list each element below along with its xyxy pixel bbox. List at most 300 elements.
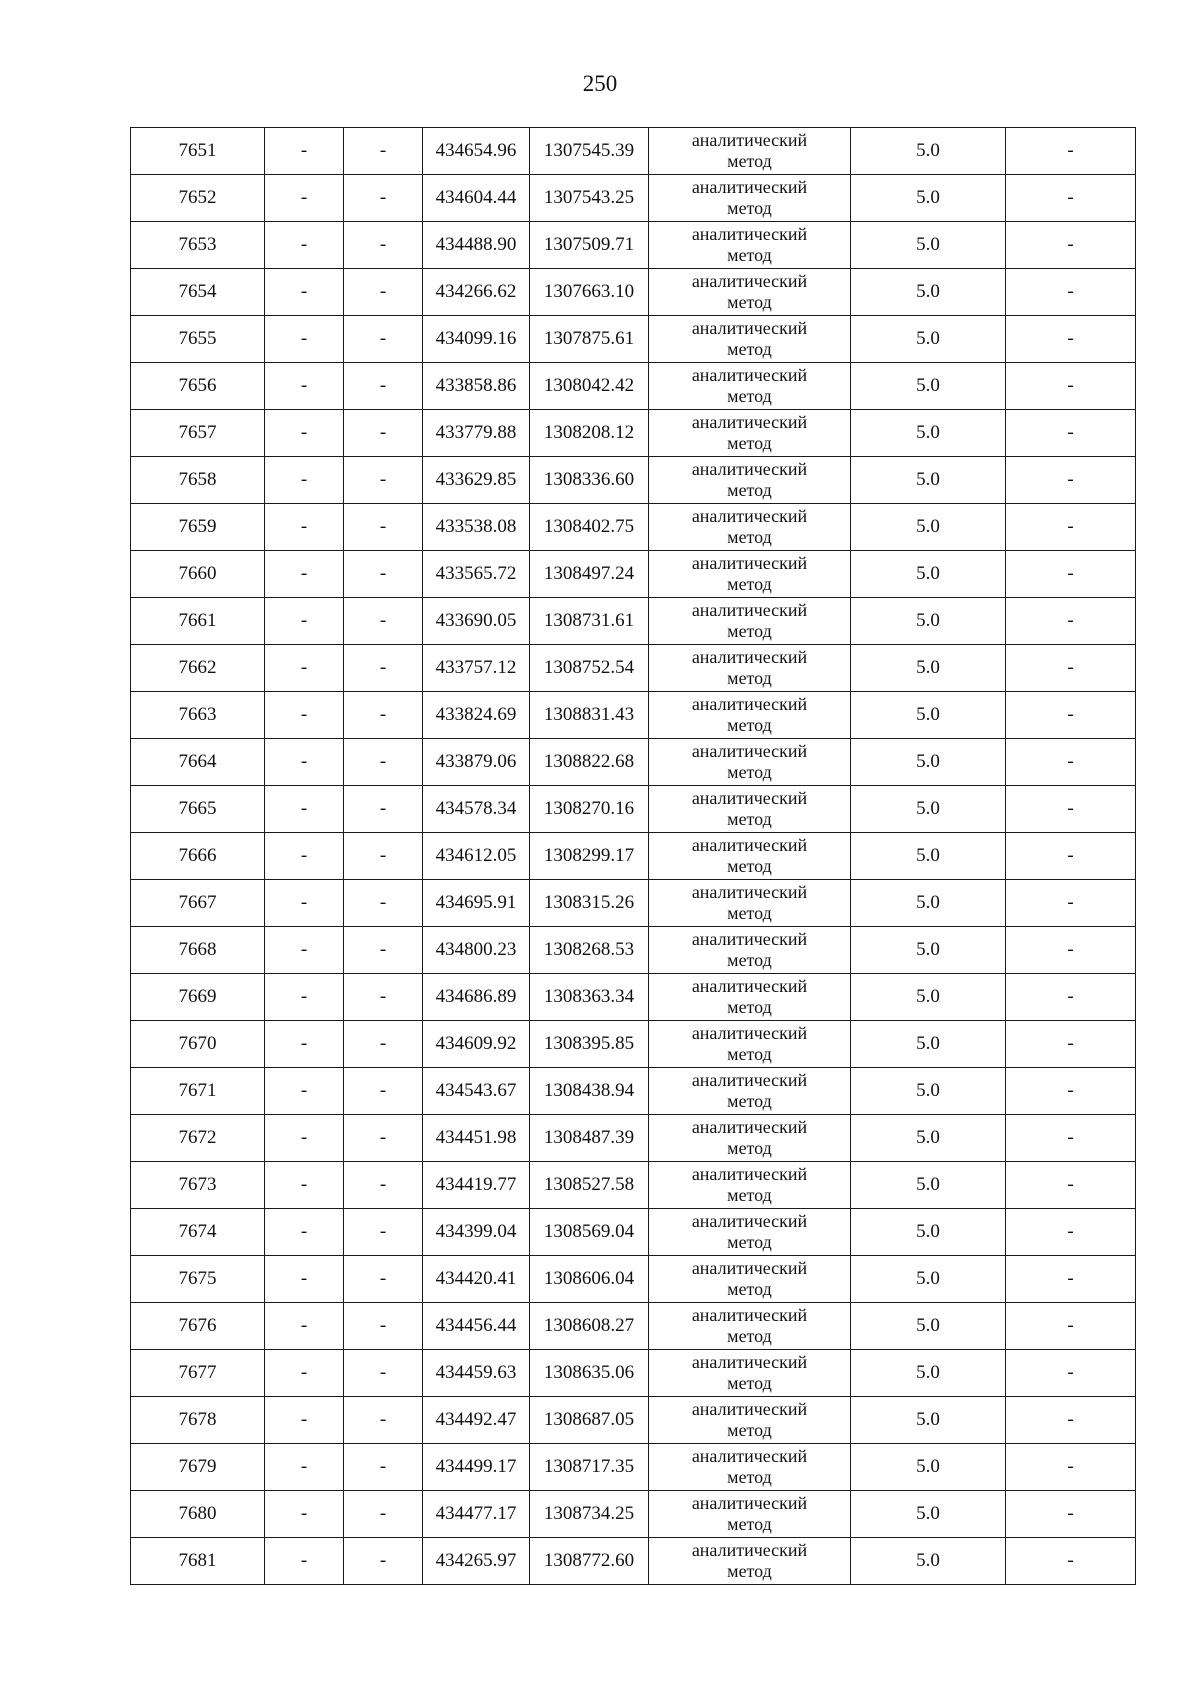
method-line2: метод <box>727 1561 772 1581</box>
empty-cell-col2: - <box>265 974 344 1021</box>
table-row <box>131 833 1136 880</box>
method-cell <box>649 222 851 269</box>
empty-cell-col2: - <box>265 316 344 363</box>
x-coordinate-cell: 433690.05 <box>423 598 530 645</box>
empty-cell-col3: - <box>344 128 423 175</box>
empty-cell-col2: - <box>265 410 344 457</box>
method-line2: метод <box>727 480 772 500</box>
method-cell <box>649 175 851 222</box>
method-line2: метод <box>727 1279 772 1299</box>
method-line2: метод <box>727 1185 772 1205</box>
method-line1: аналитический <box>691 177 808 197</box>
empty-cell-col2: - <box>265 1350 344 1397</box>
empty-cell-col3: - <box>344 974 423 1021</box>
accuracy-cell: 5.0 <box>851 457 1006 504</box>
method-line2: метод <box>727 903 772 923</box>
point-number-cell: 7669 <box>131 974 265 1021</box>
empty-cell-col2: - <box>265 363 344 410</box>
empty-cell-col9: - <box>1006 1303 1136 1350</box>
method-line1: аналитический <box>691 1446 808 1466</box>
y-coordinate-cell: 1307545.39 <box>530 128 649 175</box>
x-coordinate-cell: 434265.97 <box>423 1538 530 1585</box>
empty-cell-col9: - <box>1006 598 1136 645</box>
point-number-cell: 7681 <box>131 1538 265 1585</box>
x-coordinate-cell: 433629.85 <box>423 457 530 504</box>
empty-cell-col9: - <box>1006 645 1136 692</box>
method-line2: метод <box>727 1091 772 1111</box>
accuracy-cell: 5.0 <box>851 504 1006 551</box>
method-cell <box>649 269 851 316</box>
empty-cell-col2: - <box>265 739 344 786</box>
empty-cell-col2: - <box>265 1115 344 1162</box>
empty-cell-col2: - <box>265 1303 344 1350</box>
accuracy-cell: 5.0 <box>851 1491 1006 1538</box>
method-line1: аналитический <box>691 553 808 573</box>
page-number: 250 <box>582 71 618 96</box>
empty-cell-col2: - <box>265 833 344 880</box>
empty-cell-col9: - <box>1006 1068 1136 1115</box>
method-line1: аналитический <box>691 506 808 526</box>
method-cell <box>649 1209 851 1256</box>
method-line1: аналитический <box>691 318 808 338</box>
x-coordinate-cell: 434420.41 <box>423 1256 530 1303</box>
method-line1: аналитический <box>691 1399 808 1419</box>
point-number-cell: 7656 <box>131 363 265 410</box>
empty-cell-col3: - <box>344 410 423 457</box>
method-line1: аналитический <box>691 459 808 479</box>
y-coordinate-cell: 1308608.27 <box>530 1303 649 1350</box>
method-line1: аналитический <box>691 1540 808 1560</box>
table-row <box>131 222 1136 269</box>
accuracy-cell: 5.0 <box>851 1350 1006 1397</box>
method-line1: аналитический <box>691 1493 808 1513</box>
empty-cell-col2: - <box>265 1491 344 1538</box>
empty-cell-col9: - <box>1006 927 1136 974</box>
method-cell <box>649 316 851 363</box>
point-number-cell: 7662 <box>131 645 265 692</box>
empty-cell-col3: - <box>344 269 423 316</box>
accuracy-cell: 5.0 <box>851 1115 1006 1162</box>
table-row <box>131 1068 1136 1115</box>
accuracy-cell: 5.0 <box>851 880 1006 927</box>
empty-cell-col2: - <box>265 645 344 692</box>
method-cell <box>649 1021 851 1068</box>
point-number-cell: 7668 <box>131 927 265 974</box>
table-row <box>131 1021 1136 1068</box>
method-line1: аналитический <box>691 1305 808 1325</box>
empty-cell-col3: - <box>344 363 423 410</box>
y-coordinate-cell: 1308363.34 <box>530 974 649 1021</box>
method-line2: метод <box>727 1232 772 1252</box>
x-coordinate-cell: 434459.63 <box>423 1350 530 1397</box>
empty-cell-col9: - <box>1006 692 1136 739</box>
method-line1: аналитический <box>691 1023 808 1043</box>
table-row <box>131 504 1136 551</box>
accuracy-cell: 5.0 <box>851 1162 1006 1209</box>
empty-cell-col2: - <box>265 927 344 974</box>
x-coordinate-cell: 433858.86 <box>423 363 530 410</box>
method-line1: аналитический <box>691 271 808 291</box>
empty-cell-col3: - <box>344 1162 423 1209</box>
method-cell <box>649 598 851 645</box>
x-coordinate-cell: 434266.62 <box>423 269 530 316</box>
y-coordinate-cell: 1308527.58 <box>530 1162 649 1209</box>
accuracy-cell: 5.0 <box>851 1538 1006 1585</box>
table-row <box>131 692 1136 739</box>
table-row <box>131 739 1136 786</box>
point-number-cell: 7664 <box>131 739 265 786</box>
method-cell <box>649 1068 851 1115</box>
y-coordinate-cell: 1308731.61 <box>530 598 649 645</box>
point-number-cell: 7654 <box>131 269 265 316</box>
x-coordinate-cell: 434099.16 <box>423 316 530 363</box>
empty-cell-col3: - <box>344 316 423 363</box>
method-line1: аналитический <box>691 835 808 855</box>
empty-cell-col3: - <box>344 739 423 786</box>
point-number-cell: 7676 <box>131 1303 265 1350</box>
table-row <box>131 1303 1136 1350</box>
empty-cell-col2: - <box>265 551 344 598</box>
method-line2: метод <box>727 292 772 312</box>
empty-cell-col9: - <box>1006 504 1136 551</box>
method-line2: метод <box>727 1467 772 1487</box>
accuracy-cell: 5.0 <box>851 128 1006 175</box>
point-number-cell: 7652 <box>131 175 265 222</box>
table-row <box>131 1538 1136 1585</box>
y-coordinate-cell: 1308268.53 <box>530 927 649 974</box>
empty-cell-col9: - <box>1006 833 1136 880</box>
method-cell <box>649 363 851 410</box>
y-coordinate-cell: 1308438.94 <box>530 1068 649 1115</box>
method-line1: аналитический <box>691 788 808 808</box>
table-row <box>131 786 1136 833</box>
point-number-cell: 7667 <box>131 880 265 927</box>
x-coordinate-cell: 434604.44 <box>423 175 530 222</box>
empty-cell-col2: - <box>265 598 344 645</box>
empty-cell-col2: - <box>265 692 344 739</box>
x-coordinate-cell: 433757.12 <box>423 645 530 692</box>
empty-cell-col2: - <box>265 128 344 175</box>
accuracy-cell: 5.0 <box>851 1256 1006 1303</box>
y-coordinate-cell: 1308831.43 <box>530 692 649 739</box>
accuracy-cell: 5.0 <box>851 1444 1006 1491</box>
y-coordinate-cell: 1308635.06 <box>530 1350 649 1397</box>
empty-cell-col9: - <box>1006 363 1136 410</box>
accuracy-cell: 5.0 <box>851 410 1006 457</box>
table-row <box>131 1115 1136 1162</box>
y-coordinate-cell: 1308569.04 <box>530 1209 649 1256</box>
empty-cell-col3: - <box>344 1209 423 1256</box>
x-coordinate-cell: 434654.96 <box>423 128 530 175</box>
empty-cell-col9: - <box>1006 410 1136 457</box>
method-line2: метод <box>727 1138 772 1158</box>
y-coordinate-cell: 1308717.35 <box>530 1444 649 1491</box>
empty-cell-col9: - <box>1006 974 1136 1021</box>
empty-cell-col9: - <box>1006 1162 1136 1209</box>
table-row <box>131 598 1136 645</box>
method-cell <box>649 645 851 692</box>
empty-cell-col3: - <box>344 551 423 598</box>
table-row <box>131 457 1136 504</box>
table-row <box>131 1350 1136 1397</box>
method-line1: аналитический <box>691 741 808 761</box>
y-coordinate-cell: 1307543.25 <box>530 175 649 222</box>
empty-cell-col9: - <box>1006 128 1136 175</box>
table-row <box>131 1256 1136 1303</box>
method-cell <box>649 1491 851 1538</box>
method-line2: метод <box>727 1514 772 1534</box>
x-coordinate-cell: 434578.34 <box>423 786 530 833</box>
x-coordinate-cell: 433538.08 <box>423 504 530 551</box>
method-line1: аналитический <box>691 694 808 714</box>
empty-cell-col3: - <box>344 598 423 645</box>
empty-cell-col9: - <box>1006 1491 1136 1538</box>
method-line2: метод <box>727 245 772 265</box>
method-cell <box>649 833 851 880</box>
y-coordinate-cell: 1307663.10 <box>530 269 649 316</box>
empty-cell-col9: - <box>1006 551 1136 598</box>
method-line2: метод <box>727 1044 772 1064</box>
point-number-cell: 7670 <box>131 1021 265 1068</box>
method-line1: аналитический <box>691 130 808 150</box>
accuracy-cell: 5.0 <box>851 363 1006 410</box>
empty-cell-col3: - <box>344 175 423 222</box>
empty-cell-col2: - <box>265 1068 344 1115</box>
empty-cell-col3: - <box>344 1068 423 1115</box>
x-coordinate-cell: 434686.89 <box>423 974 530 1021</box>
method-line1: аналитический <box>691 1258 808 1278</box>
x-coordinate-cell: 434399.04 <box>423 1209 530 1256</box>
y-coordinate-cell: 1308315.26 <box>530 880 649 927</box>
point-number-cell: 7680 <box>131 1491 265 1538</box>
point-number-cell: 7657 <box>131 410 265 457</box>
method-line1: аналитический <box>691 224 808 244</box>
table-row <box>131 269 1136 316</box>
method-line1: аналитический <box>691 882 808 902</box>
point-number-cell: 7674 <box>131 1209 265 1256</box>
method-line1: аналитический <box>691 600 808 620</box>
empty-cell-col9: - <box>1006 1115 1136 1162</box>
y-coordinate-cell: 1308336.60 <box>530 457 649 504</box>
y-coordinate-cell: 1308270.16 <box>530 786 649 833</box>
table-row <box>131 1162 1136 1209</box>
method-cell <box>649 410 851 457</box>
empty-cell-col9: - <box>1006 316 1136 363</box>
method-line1: аналитический <box>691 647 808 667</box>
method-line2: метод <box>727 997 772 1017</box>
point-number-cell: 7659 <box>131 504 265 551</box>
point-number-cell: 7663 <box>131 692 265 739</box>
point-number-cell: 7658 <box>131 457 265 504</box>
x-coordinate-cell: 434609.92 <box>423 1021 530 1068</box>
table-body <box>131 128 1136 1585</box>
empty-cell-col2: - <box>265 457 344 504</box>
method-line2: метод <box>727 339 772 359</box>
method-cell <box>649 1538 851 1585</box>
accuracy-cell: 5.0 <box>851 645 1006 692</box>
method-line2: метод <box>727 433 772 453</box>
empty-cell-col2: - <box>265 1209 344 1256</box>
method-line2: метод <box>727 198 772 218</box>
x-coordinate-cell: 433779.88 <box>423 410 530 457</box>
x-coordinate-cell: 433824.69 <box>423 692 530 739</box>
method-cell <box>649 880 851 927</box>
point-number-cell: 7672 <box>131 1115 265 1162</box>
table-row <box>131 1397 1136 1444</box>
empty-cell-col9: - <box>1006 1444 1136 1491</box>
method-line2: метод <box>727 151 772 171</box>
method-cell <box>649 1350 851 1397</box>
method-cell <box>649 504 851 551</box>
point-number-cell: 7653 <box>131 222 265 269</box>
accuracy-cell: 5.0 <box>851 1068 1006 1115</box>
method-cell <box>649 739 851 786</box>
empty-cell-col9: - <box>1006 269 1136 316</box>
table-row <box>131 927 1136 974</box>
empty-cell-col2: - <box>265 1397 344 1444</box>
y-coordinate-cell: 1308734.25 <box>530 1491 649 1538</box>
method-line2: метод <box>727 1326 772 1346</box>
empty-cell-col9: - <box>1006 1538 1136 1585</box>
empty-cell-col3: - <box>344 880 423 927</box>
empty-cell-col9: - <box>1006 222 1136 269</box>
x-coordinate-cell: 434492.47 <box>423 1397 530 1444</box>
empty-cell-col9: - <box>1006 1021 1136 1068</box>
method-line2: метод <box>727 762 772 782</box>
y-coordinate-cell: 1308606.04 <box>530 1256 649 1303</box>
empty-cell-col2: - <box>265 1444 344 1491</box>
method-line1: аналитический <box>691 1117 808 1137</box>
method-line1: аналитический <box>691 1070 808 1090</box>
x-coordinate-cell: 434612.05 <box>423 833 530 880</box>
accuracy-cell: 5.0 <box>851 1397 1006 1444</box>
table-row <box>131 175 1136 222</box>
accuracy-cell: 5.0 <box>851 739 1006 786</box>
empty-cell-col9: - <box>1006 880 1136 927</box>
y-coordinate-cell: 1308299.17 <box>530 833 649 880</box>
method-line1: аналитический <box>691 1352 808 1372</box>
method-line2: метод <box>727 574 772 594</box>
method-line2: метод <box>727 386 772 406</box>
empty-cell-col2: - <box>265 880 344 927</box>
table-row <box>131 410 1136 457</box>
empty-cell-col3: - <box>344 1303 423 1350</box>
y-coordinate-cell: 1308687.05 <box>530 1397 649 1444</box>
y-coordinate-cell: 1308402.75 <box>530 504 649 551</box>
accuracy-cell: 5.0 <box>851 598 1006 645</box>
empty-cell-col2: - <box>265 222 344 269</box>
empty-cell-col3: - <box>344 1491 423 1538</box>
point-number-cell: 7673 <box>131 1162 265 1209</box>
point-number-cell: 7677 <box>131 1350 265 1397</box>
method-cell <box>649 1115 851 1162</box>
empty-cell-col3: - <box>344 645 423 692</box>
table-row <box>131 880 1136 927</box>
empty-cell-col2: - <box>265 1021 344 1068</box>
method-cell <box>649 1303 851 1350</box>
accuracy-cell: 5.0 <box>851 175 1006 222</box>
method-cell <box>649 128 851 175</box>
empty-cell-col3: - <box>344 1444 423 1491</box>
method-cell <box>649 1397 851 1444</box>
accuracy-cell: 5.0 <box>851 1021 1006 1068</box>
method-cell <box>649 1162 851 1209</box>
point-number-cell: 7660 <box>131 551 265 598</box>
method-line2: метод <box>727 809 772 829</box>
empty-cell-col3: - <box>344 457 423 504</box>
empty-cell-col9: - <box>1006 1209 1136 1256</box>
accuracy-cell: 5.0 <box>851 786 1006 833</box>
y-coordinate-cell: 1308772.60 <box>530 1538 649 1585</box>
method-cell <box>649 927 851 974</box>
method-line1: аналитический <box>691 1211 808 1231</box>
method-cell <box>649 457 851 504</box>
empty-cell-col2: - <box>265 1162 344 1209</box>
empty-cell-col9: - <box>1006 1397 1136 1444</box>
x-coordinate-cell: 434488.90 <box>423 222 530 269</box>
empty-cell-col9: - <box>1006 175 1136 222</box>
point-number-cell: 7665 <box>131 786 265 833</box>
x-coordinate-cell: 434543.67 <box>423 1068 530 1115</box>
accuracy-cell: 5.0 <box>851 269 1006 316</box>
y-coordinate-cell: 1307875.61 <box>530 316 649 363</box>
y-coordinate-cell: 1308208.12 <box>530 410 649 457</box>
table-row <box>131 974 1136 1021</box>
empty-cell-col2: - <box>265 1256 344 1303</box>
point-number-cell: 7666 <box>131 833 265 880</box>
empty-cell-col2: - <box>265 175 344 222</box>
point-number-cell: 7651 <box>131 128 265 175</box>
empty-cell-col3: - <box>344 1256 423 1303</box>
accuracy-cell: 5.0 <box>851 833 1006 880</box>
method-cell <box>649 551 851 598</box>
method-line1: аналитический <box>691 365 808 385</box>
y-coordinate-cell: 1308497.24 <box>530 551 649 598</box>
accuracy-cell: 5.0 <box>851 222 1006 269</box>
empty-cell-col9: - <box>1006 739 1136 786</box>
empty-cell-col3: - <box>344 1350 423 1397</box>
empty-cell-col3: - <box>344 1115 423 1162</box>
empty-cell-col9: - <box>1006 1350 1136 1397</box>
empty-cell-col3: - <box>344 1538 423 1585</box>
empty-cell-col2: - <box>265 786 344 833</box>
method-line2: метод <box>727 950 772 970</box>
empty-cell-col3: - <box>344 786 423 833</box>
point-number-cell: 7671 <box>131 1068 265 1115</box>
method-line2: метод <box>727 715 772 735</box>
accuracy-cell: 5.0 <box>851 974 1006 1021</box>
y-coordinate-cell: 1308487.39 <box>530 1115 649 1162</box>
empty-cell-col3: - <box>344 1021 423 1068</box>
method-line1: аналитический <box>691 929 808 949</box>
table-row <box>131 1209 1136 1256</box>
x-coordinate-cell: 434419.77 <box>423 1162 530 1209</box>
method-line2: метод <box>727 1420 772 1440</box>
x-coordinate-cell: 433565.72 <box>423 551 530 598</box>
point-number-cell: 7661 <box>131 598 265 645</box>
empty-cell-col9: - <box>1006 786 1136 833</box>
point-number-cell: 7678 <box>131 1397 265 1444</box>
empty-cell-col9: - <box>1006 457 1136 504</box>
accuracy-cell: 5.0 <box>851 1209 1006 1256</box>
coordinates-table <box>130 127 1136 1585</box>
accuracy-cell: 5.0 <box>851 1303 1006 1350</box>
method-cell <box>649 1256 851 1303</box>
point-number-cell: 7655 <box>131 316 265 363</box>
x-coordinate-cell: 434800.23 <box>423 927 530 974</box>
table-row <box>131 551 1136 598</box>
empty-cell-col2: - <box>265 269 344 316</box>
